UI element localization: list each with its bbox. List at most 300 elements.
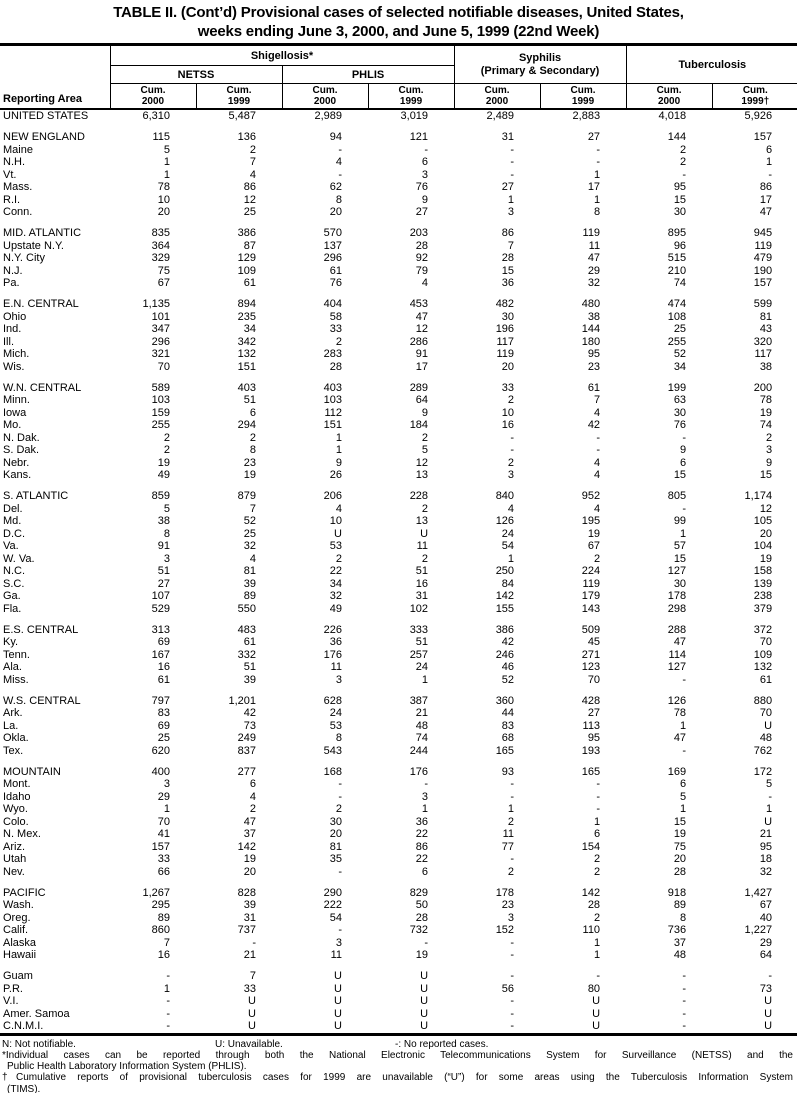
table-row bbox=[0, 649, 797, 662]
value-cell: 51 bbox=[243, 394, 256, 406]
value-cell: 47 bbox=[415, 310, 429, 323]
reporting-area-cell: N.C. bbox=[3, 565, 25, 577]
footnote-not-notifiable: N: Not notifiable. bbox=[2, 1038, 76, 1050]
table-row bbox=[0, 528, 797, 541]
value-cell: 32 bbox=[759, 865, 773, 878]
value-cell: 364 bbox=[151, 239, 170, 252]
value-cell: 34 bbox=[329, 577, 342, 590]
value-cell: 3 bbox=[507, 469, 515, 481]
table-row bbox=[0, 311, 797, 324]
value-cell: 33 bbox=[329, 323, 342, 335]
reporting-area-cell: Md. bbox=[3, 515, 22, 527]
value-cell: 360 bbox=[495, 694, 515, 707]
value-cell: U bbox=[248, 995, 256, 1007]
table-row bbox=[0, 878, 797, 899]
reporting-area-cell: W.N. CENTRAL bbox=[3, 381, 82, 394]
value-cell: 1,267 bbox=[142, 886, 170, 899]
value-cell: 78 bbox=[759, 394, 773, 406]
value-cell: 91 bbox=[415, 348, 429, 360]
footnote-asterisk-line2: Public Health Laboratory Information System (PHLIS). bbox=[7, 1061, 247, 1073]
value-cell: 4 bbox=[593, 456, 601, 469]
value-cell: 20 bbox=[243, 865, 256, 878]
value-cell: 19 bbox=[157, 456, 170, 469]
value-cell: 19 bbox=[415, 949, 429, 961]
reporting-area-cell: Minn. bbox=[3, 394, 30, 406]
value-cell: 4 bbox=[421, 277, 429, 289]
value-cell: 6 bbox=[765, 143, 773, 156]
value-cell: 6 bbox=[679, 456, 687, 469]
table-row bbox=[0, 540, 797, 553]
value-cell: 24 bbox=[501, 527, 515, 540]
value-cell: - bbox=[682, 1020, 687, 1032]
reporting-area-cell: Vt. bbox=[3, 168, 17, 181]
value-cell: 158 bbox=[753, 565, 773, 577]
value-cell: 18 bbox=[759, 853, 773, 865]
value-cell: 126 bbox=[495, 515, 515, 527]
value-cell: 7 bbox=[163, 936, 170, 949]
value-cell: 36 bbox=[329, 636, 342, 648]
value-cell: 30 bbox=[673, 577, 687, 590]
value-cell: 70 bbox=[157, 815, 170, 828]
reporting-area-cell: N. Dak. bbox=[3, 431, 40, 444]
value-cell: 78 bbox=[673, 707, 687, 719]
value-cell: 86 bbox=[759, 181, 773, 193]
value-cell: 49 bbox=[157, 469, 170, 481]
value-cell: 3 bbox=[163, 552, 170, 565]
value-cell: 589 bbox=[151, 381, 170, 394]
value-cell: 31 bbox=[501, 131, 515, 143]
value-cell: 83 bbox=[157, 707, 170, 719]
value-cell: 20 bbox=[157, 206, 170, 218]
value-cell: 95 bbox=[587, 732, 601, 744]
value-cell: U bbox=[334, 970, 342, 982]
value-cell: 1 bbox=[421, 803, 429, 815]
table-row bbox=[0, 515, 797, 528]
value-cell: 159 bbox=[151, 406, 170, 419]
footnote-asterisk-line1: *Individual cases can be reported through both the National Electronic Telecommunications System for Surveillance (NETSS) and the bbox=[2, 1049, 793, 1061]
table-row bbox=[0, 277, 797, 290]
value-cell: 193 bbox=[581, 744, 601, 757]
value-cell: 49 bbox=[329, 602, 342, 615]
reporting-area-cell: E.N. CENTRAL bbox=[3, 298, 79, 310]
value-cell: 127 bbox=[667, 565, 687, 577]
value-cell: 255 bbox=[667, 335, 687, 348]
value-cell: 288 bbox=[667, 623, 687, 636]
table-body bbox=[0, 109, 797, 1034]
value-cell: 7 bbox=[249, 502, 256, 515]
value-cell: 11 bbox=[588, 239, 601, 252]
value-cell: 168 bbox=[323, 765, 342, 778]
value-cell: 329 bbox=[151, 252, 170, 264]
value-cell: U bbox=[334, 1020, 342, 1032]
value-cell: 5 bbox=[765, 778, 773, 790]
value-cell: - bbox=[166, 1007, 170, 1020]
value-cell: 112 bbox=[324, 406, 342, 419]
value-cell: - bbox=[424, 778, 429, 790]
value-cell: 81 bbox=[329, 840, 342, 853]
table-row bbox=[0, 469, 797, 482]
table-row bbox=[0, 962, 797, 983]
value-cell: 529 bbox=[151, 602, 170, 615]
value-cell: 196 bbox=[495, 323, 515, 335]
table-row bbox=[0, 123, 797, 144]
value-cell: 17 bbox=[759, 193, 773, 206]
value-cell: 99 bbox=[673, 515, 687, 527]
value-cell: 30 bbox=[329, 815, 342, 828]
value-cell: 67 bbox=[759, 899, 773, 911]
footnote-dagger-line1: †Cumulative reports of provisional tuberculosis cases for 1999 are unavailable (“U”) for some areas using the Tuberculosis Information System bbox=[2, 1072, 793, 1084]
value-cell: U bbox=[420, 1020, 429, 1032]
value-cell: 4 bbox=[507, 502, 515, 515]
value-cell: 945 bbox=[753, 227, 773, 239]
title-line1: TABLE II. (Cont’d) Provisional cases of selected notifiable diseases, United States, bbox=[113, 4, 684, 21]
value-cell: 2,989 bbox=[314, 110, 342, 122]
value-cell: 94 bbox=[329, 131, 342, 143]
value-cell: 43 bbox=[759, 323, 773, 335]
value-cell: 86 bbox=[243, 181, 256, 193]
reporting-area-cell: S. ATLANTIC bbox=[3, 490, 69, 502]
value-cell: - bbox=[682, 673, 687, 686]
value-cell: 75 bbox=[157, 264, 170, 277]
value-cell: 16 bbox=[157, 661, 170, 673]
value-cell: 22 bbox=[415, 828, 429, 840]
reporting-area-cell: W. Va. bbox=[3, 552, 35, 565]
value-cell: 74 bbox=[759, 419, 773, 431]
value-cell: 39 bbox=[243, 899, 256, 911]
value-cell: 76 bbox=[673, 419, 687, 431]
table-row bbox=[0, 745, 797, 758]
value-cell: 10 bbox=[501, 406, 515, 419]
value-cell: 805 bbox=[667, 490, 687, 502]
value-cell: 404 bbox=[323, 298, 342, 310]
value-cell: 57 bbox=[673, 540, 687, 552]
value-cell: - bbox=[510, 1020, 515, 1032]
value-cell: 8 bbox=[249, 444, 256, 456]
value-cell: 7 bbox=[593, 394, 601, 406]
value-cell: 30 bbox=[673, 206, 687, 218]
value-cell: 33 bbox=[243, 982, 256, 995]
value-cell: 570 bbox=[323, 227, 342, 239]
value-cell: 479 bbox=[753, 252, 773, 264]
value-cell: 16 bbox=[415, 577, 429, 590]
table-row bbox=[0, 853, 797, 866]
value-cell: 144 bbox=[581, 323, 601, 335]
value-cell: 8 bbox=[163, 527, 170, 540]
value-cell: 210 bbox=[667, 264, 687, 277]
value-cell: 80 bbox=[587, 982, 601, 995]
value-cell: 62 bbox=[329, 181, 342, 193]
table-row bbox=[0, 995, 797, 1008]
col-header-reporting-area: Reporting Area bbox=[0, 45, 110, 110]
value-cell: 151 bbox=[323, 419, 342, 431]
value-cell: 4 bbox=[593, 469, 601, 481]
value-cell: 142 bbox=[495, 590, 515, 602]
value-cell: 96 bbox=[673, 239, 687, 252]
value-cell: 144 bbox=[667, 131, 687, 143]
value-cell: 19 bbox=[243, 469, 256, 481]
reporting-area-cell: R.I. bbox=[3, 193, 21, 206]
value-cell: 67 bbox=[157, 277, 170, 289]
value-cell: - bbox=[682, 431, 687, 444]
value-cell: 38 bbox=[759, 360, 773, 373]
table-row bbox=[0, 219, 797, 240]
value-cell: 482 bbox=[495, 298, 515, 310]
value-cell: 2 bbox=[765, 431, 773, 444]
value-cell: 483 bbox=[237, 623, 256, 636]
table-row bbox=[0, 899, 797, 912]
value-cell: 1,427 bbox=[744, 886, 773, 899]
value-cell: 19 bbox=[587, 527, 601, 540]
value-cell: 121 bbox=[409, 131, 429, 143]
reporting-area-cell: N.Y. City bbox=[3, 252, 45, 264]
value-cell: 480 bbox=[581, 298, 601, 310]
value-cell: 157 bbox=[753, 277, 773, 289]
value-cell: - bbox=[510, 790, 515, 803]
value-cell: U bbox=[420, 527, 429, 540]
table-row bbox=[0, 290, 797, 311]
reporting-area-cell: Maine bbox=[3, 143, 33, 156]
value-cell: 58 bbox=[329, 310, 342, 323]
reporting-area-cell: PACIFIC bbox=[3, 886, 46, 899]
value-cell: 26 bbox=[329, 469, 342, 481]
reporting-area-cell: S.C. bbox=[3, 577, 25, 590]
table-row bbox=[0, 757, 797, 778]
value-cell: 176 bbox=[409, 765, 429, 778]
footnote-no-reported-cases: -: No reported cases. bbox=[395, 1038, 489, 1050]
value-cell: 74 bbox=[673, 277, 687, 289]
value-cell: 3 bbox=[335, 673, 342, 686]
value-cell: - bbox=[682, 168, 687, 181]
value-cell: 180 bbox=[581, 335, 601, 348]
col-header-syphilis bbox=[454, 45, 626, 84]
reporting-area-cell: Okla. bbox=[3, 732, 29, 744]
reporting-area-cell: Alaska bbox=[3, 936, 37, 949]
reporting-area-cell: Hawaii bbox=[3, 949, 37, 961]
value-cell: 762 bbox=[753, 744, 773, 757]
value-cell: - bbox=[682, 995, 687, 1007]
value-cell: 103 bbox=[151, 394, 170, 406]
value-cell: - bbox=[596, 790, 601, 803]
value-cell: 66 bbox=[157, 865, 170, 878]
reporting-area-cell: Guam bbox=[3, 970, 33, 982]
value-cell: 320 bbox=[753, 335, 773, 348]
value-cell: 895 bbox=[667, 227, 687, 239]
value-cell: 19 bbox=[243, 853, 256, 865]
table-row bbox=[0, 937, 797, 950]
value-cell: U bbox=[334, 982, 342, 995]
value-cell: 4,018 bbox=[658, 110, 687, 122]
value-cell: 332 bbox=[237, 648, 256, 661]
value-cell: 51 bbox=[415, 636, 429, 648]
table-row bbox=[0, 432, 797, 445]
value-cell: 34 bbox=[673, 360, 687, 373]
value-cell: 23 bbox=[587, 360, 601, 373]
value-cell: 6 bbox=[421, 865, 429, 878]
value-cell: U bbox=[764, 815, 773, 828]
value-cell: 347 bbox=[151, 323, 170, 335]
reporting-area-cell: Upstate N.Y. bbox=[3, 239, 64, 252]
value-cell: 165 bbox=[495, 744, 515, 757]
value-cell: 13 bbox=[415, 469, 429, 481]
table-row bbox=[0, 674, 797, 687]
table-row bbox=[0, 265, 797, 278]
value-cell: 2 bbox=[249, 803, 256, 815]
value-cell: 143 bbox=[581, 602, 601, 615]
table-row bbox=[0, 407, 797, 420]
value-cell: 2,489 bbox=[486, 110, 515, 122]
value-cell: 6 bbox=[249, 778, 256, 790]
value-cell: - bbox=[510, 168, 515, 181]
value-cell: 132 bbox=[237, 348, 256, 360]
table-row bbox=[0, 686, 797, 707]
value-cell: 33 bbox=[501, 381, 515, 394]
reporting-area-cell: Mich. bbox=[3, 348, 30, 360]
table-row bbox=[0, 791, 797, 804]
value-cell: 73 bbox=[243, 719, 256, 732]
value-cell: 79 bbox=[415, 264, 429, 277]
value-cell: 952 bbox=[581, 490, 601, 502]
value-cell: 24 bbox=[415, 661, 429, 673]
table-row bbox=[0, 457, 797, 470]
value-cell: 61 bbox=[243, 277, 256, 289]
value-cell: 289 bbox=[409, 381, 429, 394]
value-cell: 10 bbox=[329, 515, 342, 527]
reporting-area-cell: Mont. bbox=[3, 778, 31, 790]
value-cell: 54 bbox=[501, 540, 515, 552]
table-row bbox=[0, 348, 797, 361]
reporting-area-cell: Ark. bbox=[3, 707, 23, 719]
value-cell: - bbox=[510, 853, 515, 865]
value-cell: 2 bbox=[249, 431, 256, 444]
table-row bbox=[0, 109, 797, 123]
value-cell: - bbox=[338, 790, 342, 803]
value-cell: 95 bbox=[587, 348, 601, 360]
value-cell: 2 bbox=[593, 853, 601, 865]
table-row bbox=[0, 866, 797, 879]
reporting-area-cell: Del. bbox=[3, 502, 23, 515]
value-cell: 387 bbox=[409, 694, 429, 707]
value-cell: 3 bbox=[765, 444, 773, 456]
value-cell: 16 bbox=[501, 419, 515, 431]
value-cell: - bbox=[166, 970, 170, 982]
value-cell: U bbox=[764, 1020, 773, 1032]
value-cell: 5,487 bbox=[228, 110, 256, 122]
value-cell: 95 bbox=[759, 840, 773, 853]
value-cell: 119 bbox=[754, 239, 773, 252]
col-header-cum-tb-2000: Cum. 2000 bbox=[626, 84, 712, 110]
value-cell: 333 bbox=[409, 623, 429, 636]
value-cell: 89 bbox=[157, 911, 170, 924]
value-cell: 51 bbox=[415, 565, 429, 577]
value-cell: 1 bbox=[679, 719, 687, 732]
reporting-area-cell: V.I. bbox=[3, 995, 19, 1007]
value-cell: 543 bbox=[323, 744, 342, 757]
col-header-netss: NETSS bbox=[110, 66, 282, 84]
value-cell: U bbox=[764, 719, 773, 732]
value-cell: 61 bbox=[759, 673, 773, 686]
value-cell: 127 bbox=[667, 661, 687, 673]
value-cell: 2 bbox=[507, 394, 515, 406]
reporting-area-cell: Conn. bbox=[3, 206, 33, 218]
value-cell: 69 bbox=[157, 636, 170, 648]
table-row bbox=[0, 553, 797, 566]
value-cell: 51 bbox=[243, 661, 256, 673]
value-cell: 298 bbox=[667, 602, 687, 615]
value-cell: 70 bbox=[157, 360, 170, 373]
reporting-area-cell: Ga. bbox=[3, 590, 21, 602]
value-cell: 3 bbox=[335, 936, 342, 949]
value-cell: 31 bbox=[243, 911, 256, 924]
value-cell: 2 bbox=[421, 552, 429, 565]
value-cell: 5 bbox=[679, 790, 687, 803]
value-cell: 69 bbox=[157, 719, 170, 732]
value-cell: U bbox=[592, 1007, 601, 1020]
value-cell: 22 bbox=[415, 853, 429, 865]
value-cell: 1 bbox=[593, 193, 601, 206]
value-cell: 1,227 bbox=[744, 924, 773, 936]
value-cell: 29 bbox=[759, 936, 773, 949]
table-row bbox=[0, 816, 797, 829]
value-cell: - bbox=[768, 970, 773, 982]
value-cell: 52 bbox=[501, 673, 515, 686]
value-cell: 184 bbox=[409, 419, 429, 431]
value-cell: - bbox=[682, 970, 687, 982]
value-cell: 286 bbox=[409, 335, 429, 348]
value-cell: 379 bbox=[753, 602, 773, 615]
value-cell: 93 bbox=[501, 765, 515, 778]
value-cell: 1 bbox=[163, 156, 170, 168]
value-cell: 104 bbox=[753, 540, 773, 552]
table-row bbox=[0, 578, 797, 591]
reporting-area-cell: Oreg. bbox=[3, 911, 31, 924]
value-cell: 167 bbox=[151, 648, 170, 661]
value-cell: 47 bbox=[673, 732, 687, 744]
value-cell: 4 bbox=[249, 168, 256, 181]
value-cell: 61 bbox=[243, 636, 256, 648]
value-cell: 835 bbox=[151, 227, 170, 239]
reporting-area-cell: Nev. bbox=[3, 865, 25, 878]
value-cell: 53 bbox=[329, 540, 342, 552]
value-cell: - bbox=[510, 444, 515, 456]
table-row bbox=[0, 778, 797, 791]
value-cell: 294 bbox=[237, 419, 256, 431]
value-cell: 142 bbox=[237, 840, 256, 853]
value-cell: 3 bbox=[421, 790, 429, 803]
value-cell: 2 bbox=[507, 456, 515, 469]
value-cell: 36 bbox=[501, 277, 515, 289]
value-cell: 38 bbox=[587, 310, 601, 323]
value-cell: 244 bbox=[409, 744, 429, 757]
value-cell: 246 bbox=[495, 648, 515, 661]
value-cell: 34 bbox=[243, 323, 256, 335]
value-cell: U bbox=[420, 1007, 429, 1020]
value-cell: 190 bbox=[753, 264, 773, 277]
reporting-area-cell: N.H. bbox=[3, 156, 25, 168]
value-cell: 11 bbox=[330, 949, 342, 961]
value-cell: 386 bbox=[495, 623, 515, 636]
value-cell: 107 bbox=[151, 590, 170, 602]
value-cell: 132 bbox=[753, 661, 773, 673]
table-row bbox=[0, 590, 797, 603]
page-title bbox=[0, 0, 797, 41]
value-cell: 28 bbox=[587, 899, 601, 911]
value-cell: 2 bbox=[421, 502, 429, 515]
value-cell: 2 bbox=[335, 552, 342, 565]
value-cell: 1 bbox=[507, 803, 515, 815]
value-cell: 12 bbox=[415, 456, 429, 469]
value-cell: 8 bbox=[335, 193, 342, 206]
notifiable-diseases-table bbox=[0, 43, 797, 1036]
